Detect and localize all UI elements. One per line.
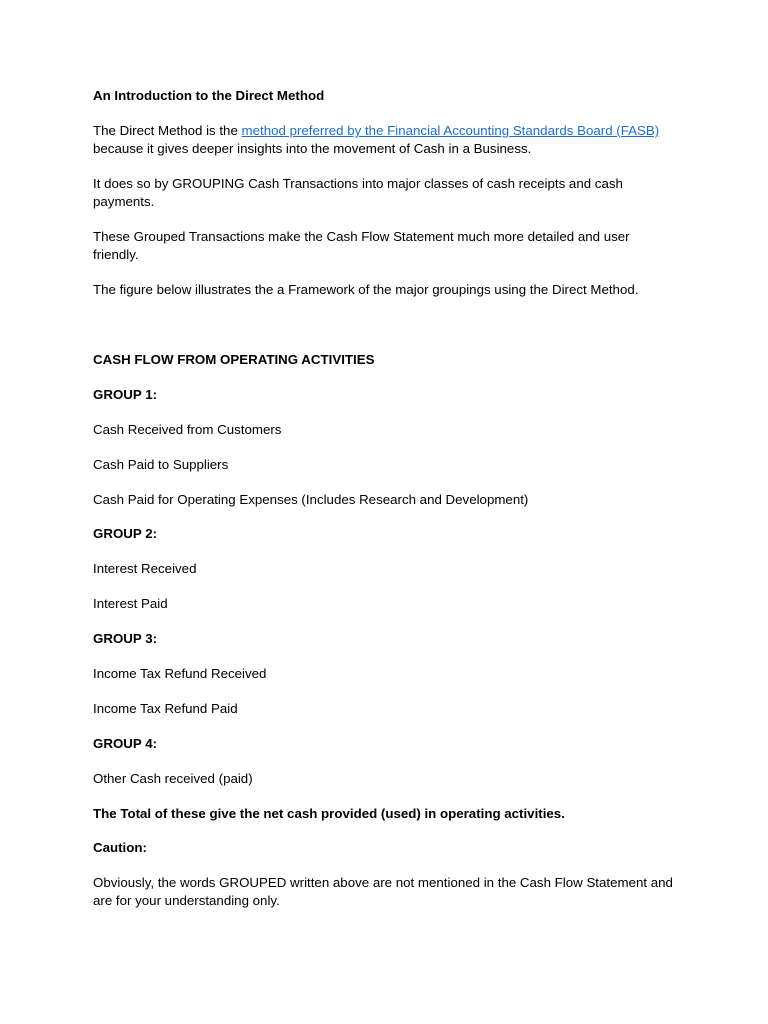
intro-suffix: because it gives deeper insights into the movement of Cash in a Business. <box>93 141 532 156</box>
grouped-transactions-paragraph: These Grouped Transactions make the Cash Flow Statement much more detailed and user friendly. <box>93 229 630 262</box>
list-item: Cash Received from Customers <box>93 421 282 437</box>
framework-paragraph: The figure below illustrates the a Framework of the major groupings using the Direct Method. <box>93 282 639 297</box>
list-item: Interest Paid <box>93 596 168 612</box>
caution-text: Obviously, the words GROUPED written above are not mentioned in the Cash Flow Statement and are for your understanding only. <box>93 875 673 909</box>
list-item: Cash Paid to Suppliers <box>93 456 229 472</box>
intro-prefix: The Direct Method is the <box>93 123 242 138</box>
group-label: GROUP 3: <box>93 631 158 647</box>
document-title: An Introduction to the Direct Method <box>93 88 325 103</box>
intro-paragraph <box>93 122 678 158</box>
section-spacer <box>93 316 678 351</box>
section-heading: CASH FLOW FROM OPERATING ACTIVITIES <box>93 352 375 367</box>
group-label: GROUP 1: <box>93 386 158 402</box>
fasb-link[interactable]: method preferred by the Financial Accounting Standards Board (FASB) <box>241 123 660 138</box>
group-label: GROUP 4: <box>93 735 158 751</box>
caution-label: Caution: <box>93 840 147 856</box>
list-item: Interest Received <box>93 561 197 577</box>
group-label: GROUP 2: <box>93 526 158 542</box>
document-page <box>93 87 678 927</box>
list-item: Other Cash received (paid) <box>93 770 253 786</box>
list-item: Cash Paid for Operating Expenses (Includes Research and Development) <box>93 491 529 507</box>
list-item: Income Tax Refund Paid <box>93 700 238 716</box>
grouping-paragraph: It does so by GROUPING Cash Transactions into major classes of cash receipts and cash payments. <box>93 176 623 209</box>
list-item: Income Tax Refund Received <box>93 666 267 682</box>
total-note: The Total of these give the net cash provided (used) in operating activities. <box>93 805 565 821</box>
